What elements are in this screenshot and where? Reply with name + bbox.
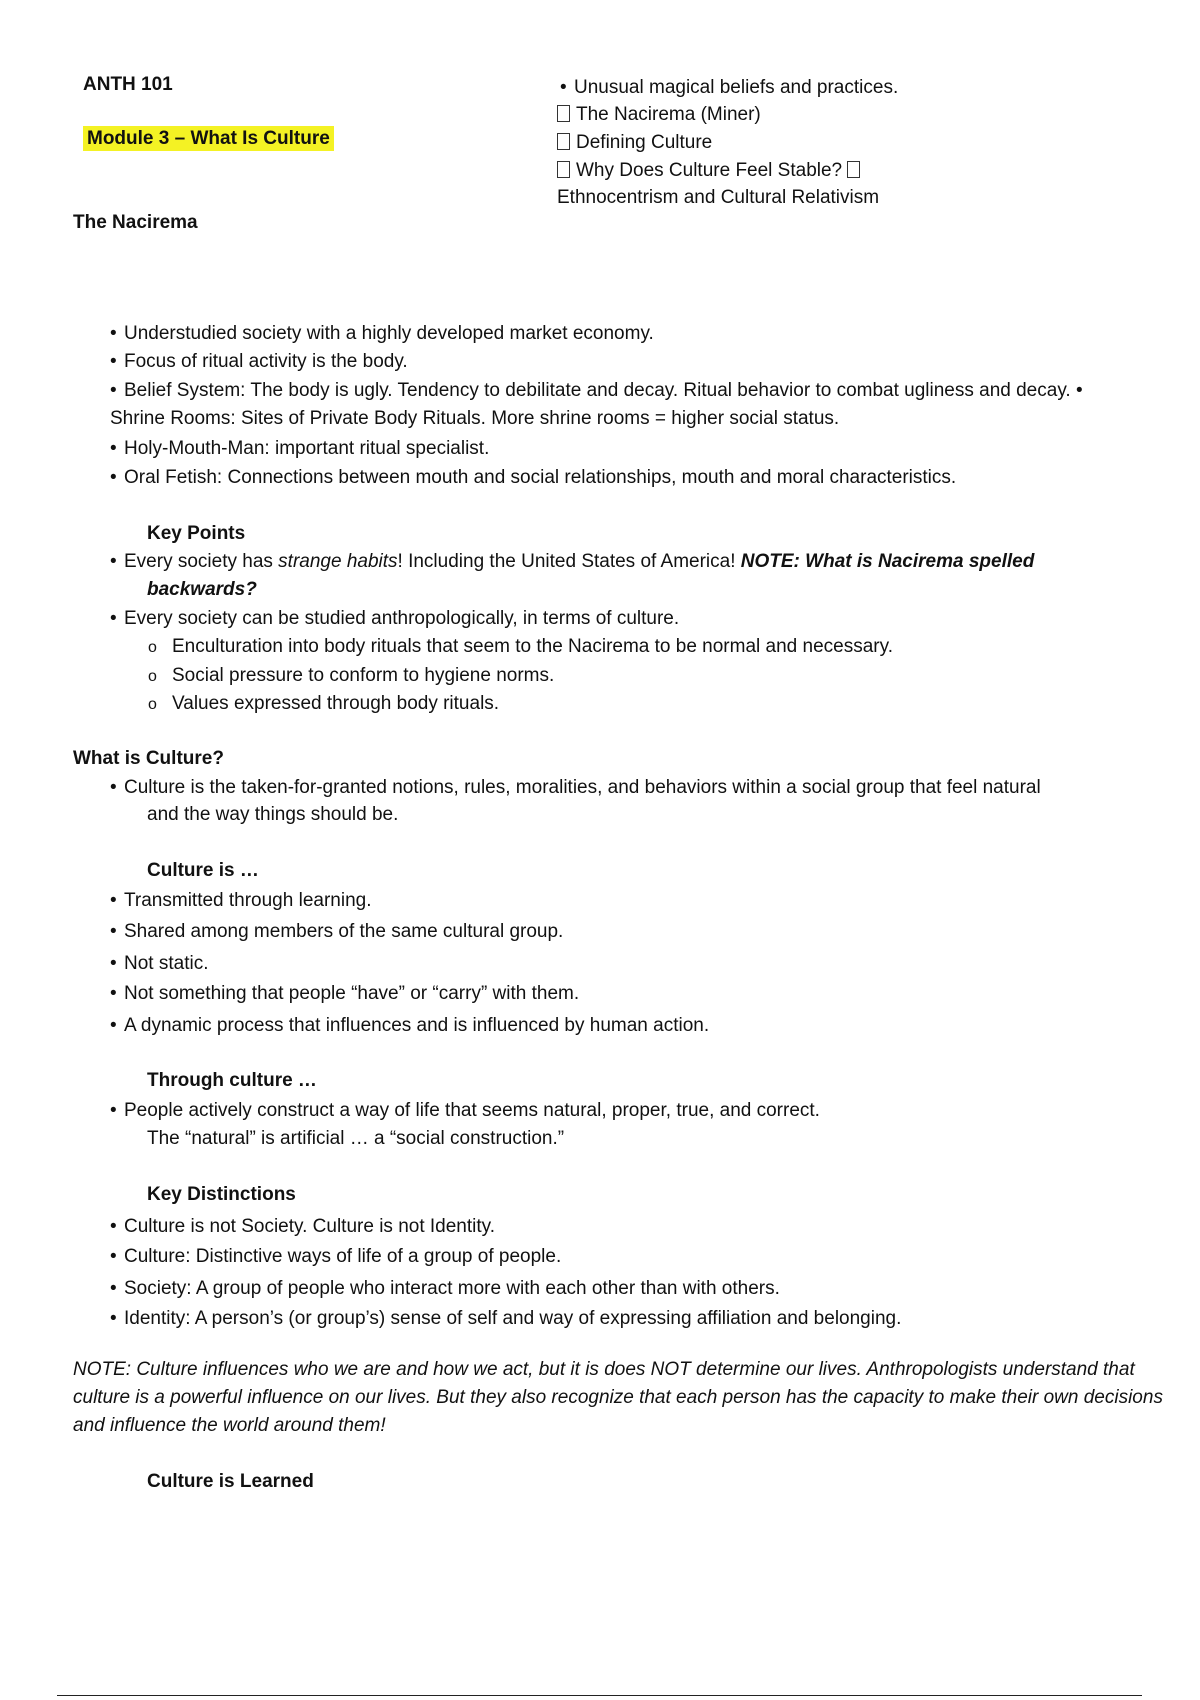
key-points-bullet-2: • Every society can be studied anthropologically, in terms of culture. [110,605,679,633]
culture-is-bullet-2: • Shared among members of the same cultural group. [110,918,563,946]
key-points-heading: Key Points [147,523,246,544]
through-culture-bullet-1: • People actively construct a way of life that seems natural, proper, true, and correct. [110,1097,820,1125]
nacirema-bullet-5: • Oral Fetish: Connections between mouth and social relationships, mouth and moral characteristics. [110,464,956,492]
key-points-sub-3: o Values expressed through body rituals. [148,690,499,719]
toc-item-3 [557,157,866,185]
key-distinctions-heading: Key Distinctions [147,1184,296,1205]
culture-is-bullet-1: • Transmitted through learning. [110,887,371,915]
what-is-culture-heading: What is Culture? [73,748,224,769]
key-points-bullet-1 [110,548,1034,576]
course-code: ANTH 101 [83,74,173,95]
module-title [83,128,334,150]
nacirema-bullet-3-cont: Shrine Rooms: Sites of Private Body Rituals. More shrine rooms = higher social status. [110,408,840,429]
toc-first-item: • Unusual magical beliefs and practices. [560,74,898,102]
culture-is-bullet-4: • Not something that people “have” or “carry” with them. [110,980,579,1008]
checkbox-glyph-icon [557,161,570,178]
key-distinctions-bullet-4: • Identity: A person’s (or group’s) sense of self and way of expressing affiliation and belonging. [110,1305,901,1333]
nacirema-bullet-3: • Belief System: The body is ugly. Tendency to debilitate and decay. Ritual behavior to combat ugliness and decay. • [110,377,1083,405]
key-points-sub-2: o Social pressure to conform to hygiene norms. [148,662,554,691]
toc-item-4: Ethnocentrism and Cultural Relativism [557,187,880,208]
through-culture-bullet-1-cont: The “natural” is artificial … a “social construction.” [147,1128,565,1149]
through-culture-heading: Through culture … [147,1070,317,1091]
what-is-culture-bullet-1: • Culture is the taken-for-granted notions, rules, moralities, and behaviors within a social group that feel natural [110,774,1041,802]
page-divider [57,1695,1142,1696]
culture-is-bullet-3: • Not static. [110,950,208,978]
checkbox-glyph-icon [557,105,570,122]
key-points-b1-note-cont: backwards? [147,579,257,600]
culture-is-bullet-5: • A dynamic process that influences and is influenced by human action. [110,1012,709,1040]
module-title-highlight: Module 3 – What Is Culture [83,126,334,151]
key-points-b1-italic: strange habits [278,551,398,572]
key-points-b1-text: Every society has [124,551,279,572]
key-points-bullet-1-cont [147,576,257,604]
nacirema-bullet-4: • Holy-Mouth-Man: important ritual specialist. [110,435,489,463]
checkbox-glyph-icon [847,161,860,178]
key-points-b1-note: NOTE: What is Nacirema spelled [740,551,1035,572]
checkbox-glyph-icon [557,133,570,150]
toc-item-1-label: The Nacirema (Miner) [576,104,761,125]
toc-item-2 [557,129,712,157]
toc-item-3-label: Why Does Culture Feel Stable? [576,160,843,181]
what-is-culture-bullet-1-cont: and the way things should be. [147,804,399,825]
nacirema-bullet-1: • Understudied society with a highly developed market economy. [110,320,654,348]
key-points-sub-1: o Enculturation into body rituals that seem to the Nacirema to be normal and necessary. [148,633,893,662]
nacirema-bullet-2: • Focus of ritual activity is the body. [110,348,408,376]
key-distinctions-bullet-1: • Culture is not Society. Culture is not Identity. [110,1213,495,1241]
toc-item-2-label: Defining Culture [576,132,713,153]
culture-note-paragraph: NOTE: Culture influences who we are and how we act, but it is does NOT determine our lives. Anthropologists understand that culture is a powerful influence on our lives. But they also recognize that each person has the capacity to make their own decisions and influence the world around them! [73,1359,1163,1436]
section-title-nacirema: The Nacirema [73,212,198,233]
key-distinctions-bullet-3: • Society: A group of people who interact more with each other than with others. [110,1275,780,1303]
culture-learned-heading: Culture is Learned [147,1471,314,1492]
culture-is-heading: Culture is … [147,860,259,881]
key-distinctions-bullet-2: • Culture: Distinctive ways of life of a group of people. [110,1243,561,1271]
key-points-b1-post: ! Including the United States of America! [397,551,741,572]
toc-item-1 [557,101,761,129]
